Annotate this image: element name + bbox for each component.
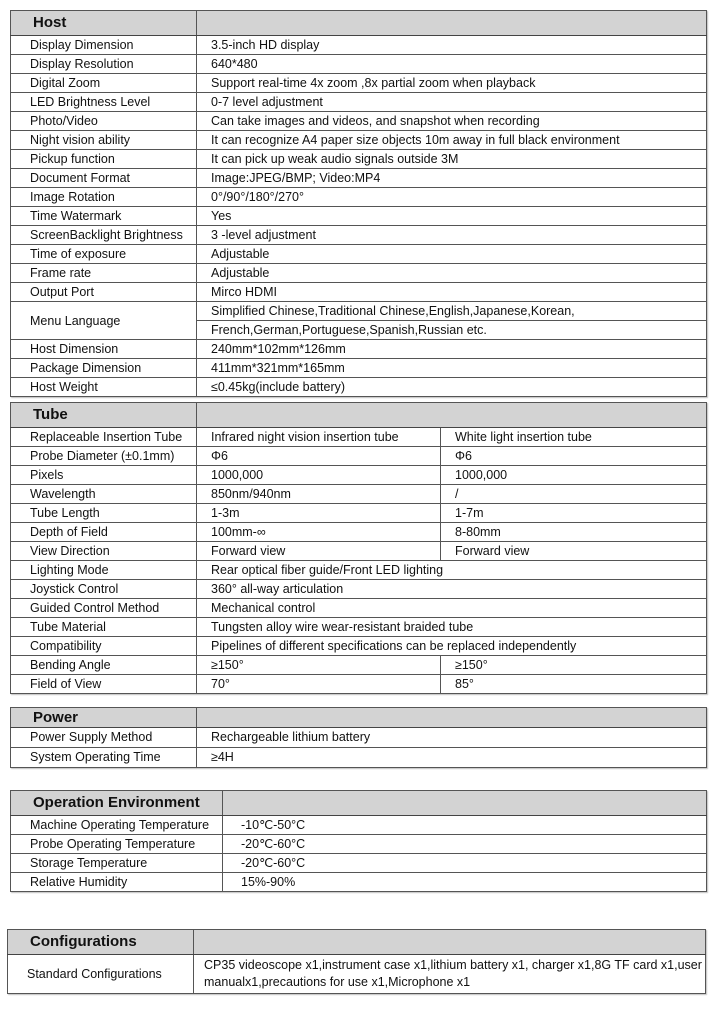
spec-label: Replaceable Insertion Tube	[11, 428, 197, 447]
table-row	[11, 150, 707, 169]
table-row	[11, 447, 707, 466]
spec-value-white-light: Forward view	[441, 542, 707, 561]
table-row	[11, 580, 707, 599]
spec-value-white-light: 85°	[441, 675, 707, 694]
spec-label: Display Dimension	[11, 36, 197, 55]
spec-label: ScreenBacklight Brightness	[11, 226, 197, 245]
spec-label: Tube Length	[11, 504, 197, 523]
table-row	[11, 378, 707, 397]
spec-label: Relative Humidity	[11, 873, 223, 892]
spec-value-infrared: 1000,000	[197, 466, 441, 485]
table-row	[11, 599, 707, 618]
spec-value-infrared: Forward view	[197, 542, 441, 561]
spec-label: Probe Operating Temperature	[11, 835, 223, 854]
table-row	[11, 618, 707, 637]
spec-label: Digital Zoom	[11, 74, 197, 93]
spec-value-infrared: 100mm-∞	[197, 523, 441, 542]
table-row	[11, 74, 707, 93]
spec-label: Pickup function	[11, 150, 197, 169]
spec-value: 3 -level adjustment	[197, 226, 707, 245]
spec-value-infrared: Φ6	[197, 447, 441, 466]
table-row	[11, 131, 707, 150]
spec-value: Support real-time 4x zoom ,8x partial zoom when playback	[197, 74, 707, 93]
spec-label: View Direction	[11, 542, 197, 561]
table-row	[11, 835, 707, 854]
header-blank-cell	[197, 403, 707, 428]
spec-value: Can take images and videos, and snapshot when recording	[197, 112, 707, 131]
spec-value: CP35 videoscope x1,instrument case x1,lithium battery x1, charger x1,8G TF card x1,user manualx1,precautions for use x1,Microphone x1	[194, 955, 706, 994]
table-row	[11, 245, 707, 264]
table-row	[11, 748, 707, 768]
table-row	[11, 504, 707, 523]
spec-value: 640*480	[197, 55, 707, 74]
spec-label: Power Supply Method	[11, 728, 197, 748]
table-row	[11, 542, 707, 561]
spec-label: Bending Angle	[11, 656, 197, 675]
table-row	[11, 283, 707, 302]
spec-label: Probe Diameter (±0.1mm)	[11, 447, 197, 466]
tube-header-row	[11, 403, 707, 428]
spec-value: ≥4H	[197, 748, 707, 768]
spec-value: 0-7 level adjustment	[197, 93, 707, 112]
spec-label: Package Dimension	[11, 359, 197, 378]
table-row	[11, 561, 707, 580]
table-row	[11, 728, 707, 748]
spec-value: -20℃-60°C	[223, 854, 707, 873]
spec-value: Adjustable	[197, 245, 707, 264]
table-row	[11, 523, 707, 542]
table-row	[11, 675, 707, 694]
spec-value: Tungsten alloy wire wear-resistant braided tube	[197, 618, 707, 637]
spec-value: It can recognize A4 paper size objects 10m away in full black environment	[197, 131, 707, 150]
table-row	[8, 955, 706, 994]
spec-label: Frame rate	[11, 264, 197, 283]
spec-label: Menu Language	[11, 302, 197, 340]
tube-spec-table	[10, 402, 707, 694]
spec-value: French,German,Portuguese,Spanish,Russian etc.	[197, 321, 707, 340]
spec-value: ≤0.45kg(include battery)	[197, 378, 707, 397]
table-row	[11, 656, 707, 675]
spec-label: Output Port	[11, 283, 197, 302]
spec-label: Photo/Video	[11, 112, 197, 131]
spec-value: Yes	[197, 207, 707, 226]
spec-value: Mechanical control	[197, 599, 707, 618]
spec-value: -20℃-60°C	[223, 835, 707, 854]
host-spec-table	[10, 10, 707, 397]
spec-value-white-light: Φ6	[441, 447, 707, 466]
spec-label: Display Resolution	[11, 55, 197, 74]
spec-value: Rechargeable lithium battery	[197, 728, 707, 748]
spec-value: -10℃-50°C	[223, 816, 707, 835]
power-header-row	[11, 708, 707, 728]
spec-label: Storage Temperature	[11, 854, 223, 873]
table-row	[11, 264, 707, 283]
spec-label: Time Watermark	[11, 207, 197, 226]
spec-value: Pipelines of different specifications can be replaced independently	[197, 637, 707, 656]
configurations-section-title: Configurations	[8, 930, 194, 955]
environment-section-title: Operation Environment	[11, 791, 223, 816]
table-row	[11, 873, 707, 892]
spec-value-infrared: Infrared night vision insertion tube	[197, 428, 441, 447]
spec-label: Host Weight	[11, 378, 197, 397]
table-row	[11, 359, 707, 378]
host-section-title: Host	[11, 11, 197, 36]
spec-value: Mirco HDMI	[197, 283, 707, 302]
table-row	[11, 854, 707, 873]
tube-section-title: Tube	[11, 403, 197, 428]
table-row	[11, 207, 707, 226]
spec-value: Adjustable	[197, 264, 707, 283]
power-section-title: Power	[11, 708, 197, 728]
spec-label: Joystick Control	[11, 580, 197, 599]
spec-value: 0°/90°/180°/270°	[197, 188, 707, 207]
spec-label: Wavelength	[11, 485, 197, 504]
table-row	[11, 188, 707, 207]
spec-label: Guided Control Method	[11, 599, 197, 618]
spec-value: 3.5-inch HD display	[197, 36, 707, 55]
header-blank-cell	[223, 791, 707, 816]
table-row	[11, 816, 707, 835]
table-row	[11, 36, 707, 55]
table-row	[11, 637, 707, 656]
spec-value-white-light: /	[441, 485, 707, 504]
header-blank-cell	[197, 708, 707, 728]
spec-value-infrared: 850nm/940nm	[197, 485, 441, 504]
spec-label: LED Brightness Level	[11, 93, 197, 112]
header-blank-cell	[197, 11, 707, 36]
spec-label: Host Dimension	[11, 340, 197, 359]
table-row	[11, 55, 707, 74]
table-row	[11, 466, 707, 485]
spec-label: Document Format	[11, 169, 197, 188]
spec-value-white-light: 1-7m	[441, 504, 707, 523]
spec-label: Field of View	[11, 675, 197, 694]
table-row	[11, 485, 707, 504]
table-row	[11, 428, 707, 447]
spec-value: It can pick up weak audio signals outside 3M	[197, 150, 707, 169]
spec-label: Tube Material	[11, 618, 197, 637]
spec-value-white-light: 1000,000	[441, 466, 707, 485]
environment-header-row	[11, 791, 707, 816]
spec-label: Depth of Field	[11, 523, 197, 542]
environment-spec-table	[10, 790, 707, 892]
spec-value-infrared: ≥150°	[197, 656, 441, 675]
configurations-spec-table	[7, 929, 706, 994]
spec-value: 360° all-way articulation	[197, 580, 707, 599]
power-spec-table	[10, 707, 707, 768]
table-row	[11, 93, 707, 112]
table-row	[11, 112, 707, 131]
spec-label: Machine Operating Temperature	[11, 816, 223, 835]
spec-value-white-light: 8-80mm	[441, 523, 707, 542]
spec-value-white-light: White light insertion tube	[441, 428, 707, 447]
spec-value: 15%-90%	[223, 873, 707, 892]
spec-value: 411mm*321mm*165mm	[197, 359, 707, 378]
spec-value: Simplified Chinese,Traditional Chinese,English,Japanese,Korean,	[197, 302, 707, 321]
spec-label: Night vision ability	[11, 131, 197, 150]
table-row-menu-language	[11, 302, 707, 321]
table-row	[11, 169, 707, 188]
spec-label: Image Rotation	[11, 188, 197, 207]
table-row	[11, 226, 707, 245]
spec-value-infrared: 70°	[197, 675, 441, 694]
spec-label: Pixels	[11, 466, 197, 485]
spec-value-white-light: ≥150°	[441, 656, 707, 675]
spec-value: 240mm*102mm*126mm	[197, 340, 707, 359]
spec-label: Compatibility	[11, 637, 197, 656]
header-blank-cell	[194, 930, 706, 955]
spec-label: Lighting Mode	[11, 561, 197, 580]
configurations-header-row	[8, 930, 706, 955]
spec-value-infrared: 1-3m	[197, 504, 441, 523]
spec-label: System Operating Time	[11, 748, 197, 768]
spec-value: Rear optical fiber guide/Front LED lighting	[197, 561, 707, 580]
spec-label: Time of exposure	[11, 245, 197, 264]
spec-label: Standard Configurations	[8, 955, 194, 994]
table-row	[11, 340, 707, 359]
host-header-row	[11, 11, 707, 36]
spec-value: Image:JPEG/BMP; Video:MP4	[197, 169, 707, 188]
